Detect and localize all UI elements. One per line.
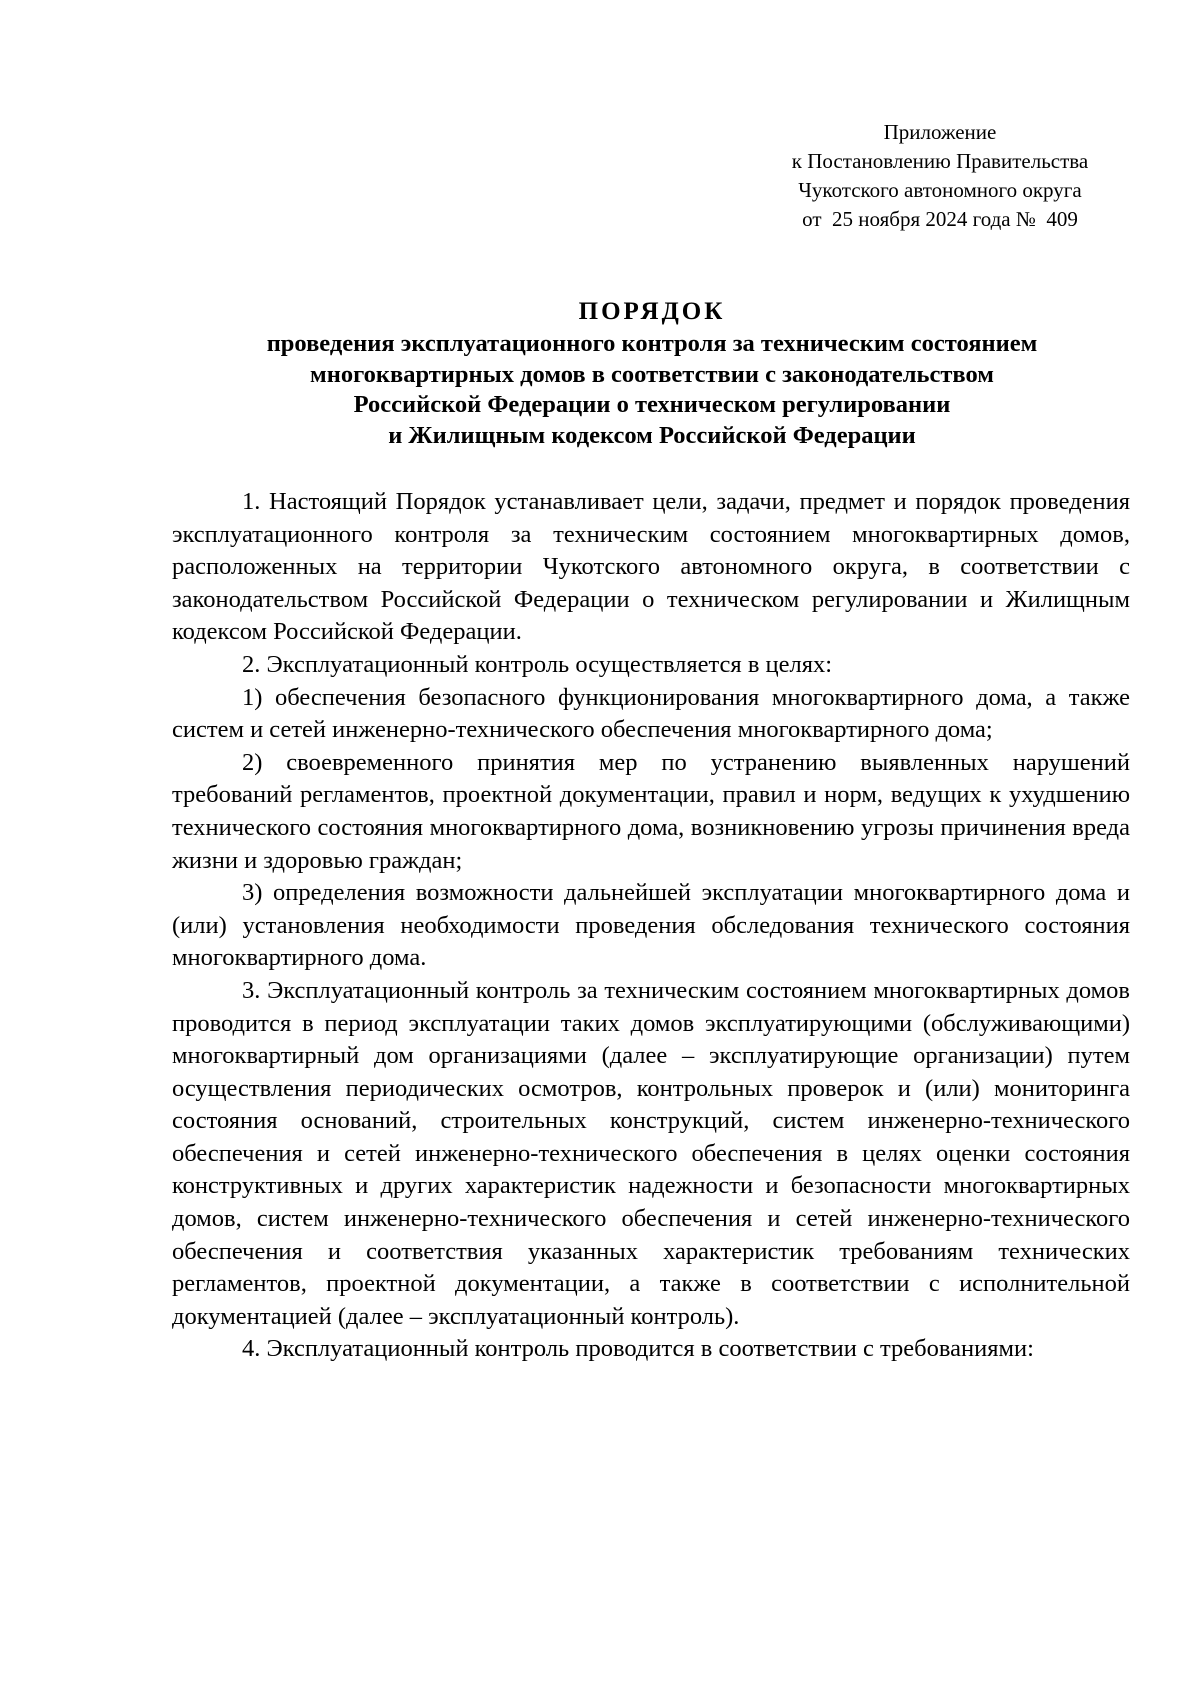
document-body — [172, 486, 1130, 1366]
subtitle-line-2: многоквартирных домов в соответствии с законодательством — [310, 360, 994, 388]
document-title-block — [172, 294, 1132, 451]
paragraph-2-item-3: 3) определения возможности дальнейшей эксплуатации многоквартирного дома и (или) установления необходимости проведения обследования технического состояния многоквартирного дома. — [172, 879, 1130, 972]
subtitle-line-1: проведения эксплуатационного контроля за техническим состоянием — [266, 330, 1038, 357]
paragraph-1: 1. Настоящий Порядок устанавливает цели, задачи, предмет и порядок проведения эксплуатационного контроля за техническим состоянием многоквартирных домов, расположенных на территории Чукотского автономного округа, в соответствии с законодательством Российской Федерации о техническом регулировании и Жилищным кодексом Российской Федерации. — [172, 488, 1130, 646]
paragraph-2-item-2: 2) своевременного принятия мер по устранению выявленных нарушений требований регламентов, проектной документации, правил и норм, ведущих к ухудшению технического состояния многоквартирного дома, возникновению угрозы причинения вреда жизни и здоровью граждан; — [172, 748, 1130, 874]
annex-title: Приложение — [883, 120, 997, 144]
subtitle-line-3: Российской Федерации о техническом регулировании — [353, 391, 951, 418]
paragraph-2-item-1: 1) обеспечения безопасного функционирования многоквартирного дома, а также систем и сетей инженерно-технического обеспечения многоквартирного дома; — [172, 683, 1130, 744]
paragraph-2: 2. Эксплуатационный контроль осуществляется в целях: — [242, 650, 833, 678]
annex-region: Чукотского автономного округа — [798, 178, 1082, 202]
annex-header — [740, 118, 1140, 234]
document-title: ПОРЯДОК — [578, 298, 726, 325]
paragraph-3: 3. Эксплуатационный контроль за техническим состоянием многоквартирных домов проводится в период эксплуатации таких домов эксплуатирующими (обслуживающими) многоквартирный дом организациями (далее – эксплуатирующие организации) путем осуществления периодических осмотров, контрольных проверок и (или) мониторинга состояния оснований, строительных конструкций, систем инженерно-технического обеспечения и сетей инженерно-технического обеспечения в целях оценки состояния конструктивных и других характеристик надежности и безопасности многоквартирных домов, систем инженерно-технического обеспечения и сетей инженерно-технического обеспечения и соответствия указанных характеристик требованиям технических регламентов, проектной документации, а также в соответствии с исполнительной документацией (далее – эксплуатационный контроль). — [172, 976, 1130, 1330]
subtitle-line-4: и Жилищным кодексом Российской Федерации — [388, 421, 916, 449]
annex-reference: к Постановлению Правительства — [791, 149, 1089, 173]
document-subtitle — [172, 329, 1132, 451]
annex-date-number: от 25 ноября 2024 года № 409 — [802, 207, 1078, 231]
paragraph-4: 4. Эксплуатационный контроль проводится в соответствии с требованиями: — [242, 1335, 1034, 1363]
